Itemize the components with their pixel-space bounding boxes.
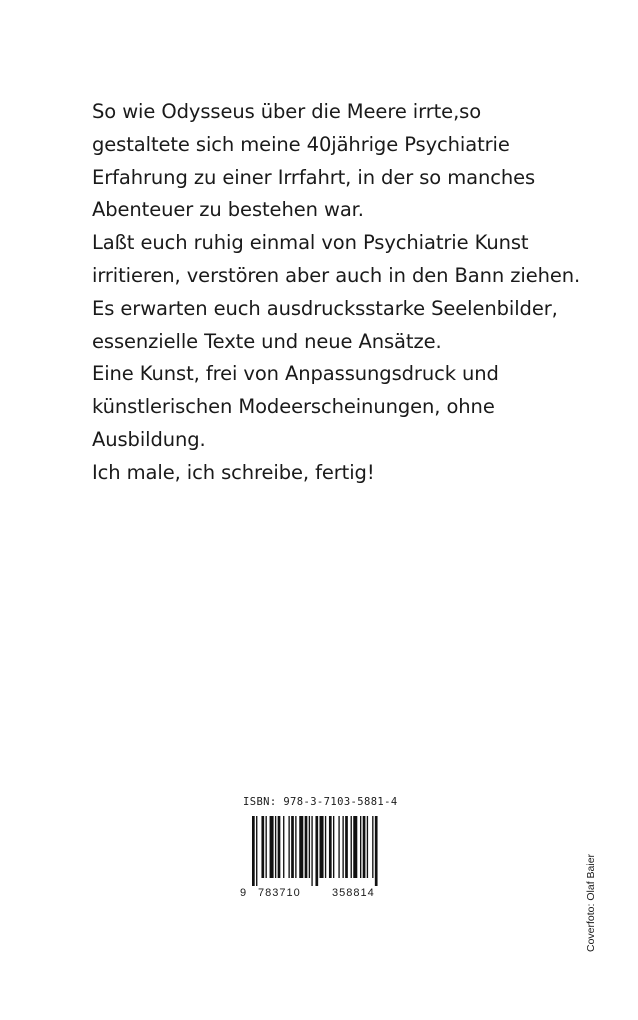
barcode-bar (338, 816, 339, 878)
barcode-bar (252, 816, 255, 886)
barcode-bar (283, 816, 284, 878)
barcode-bars (252, 816, 378, 886)
isbn-label: ISBN: 978-3-7103-5881-4 (243, 796, 398, 808)
barcode-bar (275, 816, 276, 878)
isbn-barcode (240, 796, 410, 906)
barcode-graphic (240, 816, 410, 906)
barcode-bar (333, 816, 334, 878)
blurb-line: Eine Kunst, frei von Anpassungsdruck und (92, 362, 499, 386)
barcode-bar (261, 816, 264, 878)
barcode-bar (363, 816, 366, 878)
blurb-line: irritieren, verstören aber auch in den Bann ziehen. (92, 263, 581, 287)
blurb-line: So wie Odysseus über die Meere irrte,so (92, 100, 482, 123)
barcode-bar (278, 816, 281, 878)
barcode-bar (256, 816, 257, 886)
blurb-line: Ich male, ich schreibe, fertig! (92, 460, 375, 484)
barcode-bar (345, 816, 348, 878)
blurb-line: Erfahrung zu einer Irrfahrt, in der so manches (92, 165, 536, 189)
blurb-line: künstlerischen Modeerscheinungen, ohne (92, 395, 495, 419)
barcode-bar (353, 816, 357, 878)
barcode-bar (291, 816, 294, 878)
barcode-bar (305, 816, 308, 878)
barcode-bar (270, 816, 274, 878)
barcode-bar (288, 816, 289, 878)
barcode-bar (266, 816, 267, 878)
barcode-bar (299, 816, 303, 878)
cover-photo-credit: Coverfoto: Olaf Baier (585, 853, 597, 952)
barcode-bar (351, 816, 352, 878)
blurb-line: Ausbildung. (92, 427, 206, 451)
barcode-bar (360, 816, 361, 878)
blurb-line: gestaltete sich meine 40jährige Psychiatrie (92, 132, 510, 156)
barcode-bar (372, 816, 373, 878)
barcode-bar (315, 816, 318, 886)
barcode-bar (367, 816, 368, 878)
barcode-right-digits: 358814 (332, 887, 375, 899)
barcode-lead-digit: 9 (240, 887, 247, 899)
blurb-line: essenzielle Texte und neue Ansätze. (92, 329, 442, 353)
barcode-bar (342, 816, 343, 878)
blurb-line: Es erwarten euch ausdrucksstarke Seelenbilder, (92, 296, 558, 320)
barcode-bar (311, 816, 312, 886)
back-cover-blurb (92, 96, 612, 490)
barcode-left-digits: 783710 (258, 887, 301, 899)
blurb-line: Abenteuer zu bestehen war. (92, 198, 364, 222)
barcode-bar (295, 816, 296, 878)
barcode-bar (325, 816, 326, 878)
barcode-bar (329, 816, 332, 878)
barcode-bar (375, 816, 378, 886)
blurb-line: Laßt euch ruhig einmal von Psychiatrie Kunst (92, 231, 529, 255)
barcode-bar (320, 816, 324, 878)
barcode-bar (309, 816, 310, 878)
